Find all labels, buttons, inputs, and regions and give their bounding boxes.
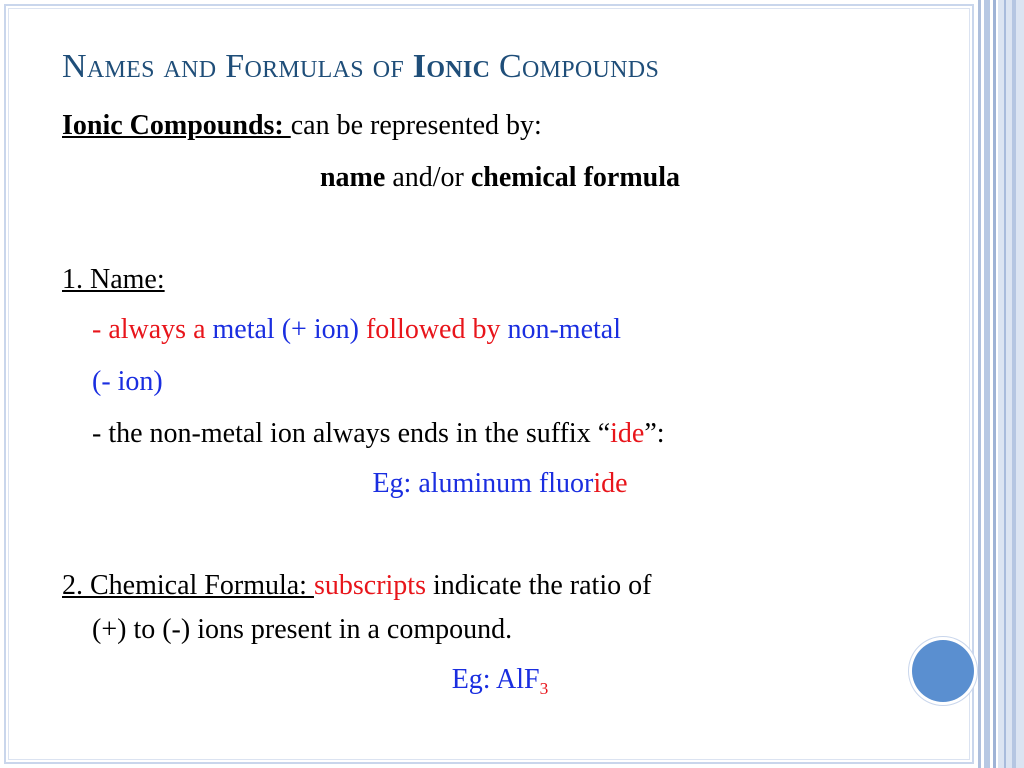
intro-subline xyxy=(0,162,1000,194)
section1-bullet2 xyxy=(92,418,665,450)
intro-line xyxy=(62,110,542,142)
intro-term: Ionic Compounds: xyxy=(62,110,291,141)
section1-bullet1 xyxy=(92,314,621,346)
formula-word: chemical formula xyxy=(470,162,681,193)
section2-rest: indicate the ratio of xyxy=(425,570,652,601)
bullet2-text: - the non-metal ion always ends in the suffix “ xyxy=(92,418,611,449)
section2-heading: 2. Chemical Formula: xyxy=(62,570,314,601)
section1-bullet1-cont: (- ion) xyxy=(92,366,163,397)
andor-word: and/or xyxy=(385,162,471,193)
section1-heading: 1. Name: xyxy=(62,264,165,295)
example2-prefix: Eg: AlF xyxy=(451,664,540,695)
bullet1-nonmetal: non-metal xyxy=(507,314,621,345)
bullet2-close: ”: xyxy=(644,418,665,449)
decorative-stripe xyxy=(1004,0,1006,768)
bullet1-always: always a xyxy=(108,314,213,345)
example2-subscript: 3 xyxy=(539,679,549,699)
section2-subscripts: subscripts xyxy=(313,570,426,601)
intro-rest: can be represented by: xyxy=(290,110,542,141)
decorative-stripe xyxy=(978,0,981,768)
example1-prefix: Eg: aluminum fluor xyxy=(372,468,594,499)
title-part3: Compounds xyxy=(499,48,660,85)
name-word: name xyxy=(319,162,386,193)
section2-example xyxy=(0,664,1000,699)
section1-heading-line xyxy=(62,264,165,296)
bullet2-suffix: ide xyxy=(610,418,645,449)
decorative-stripe xyxy=(1012,0,1016,768)
bullet1-metal: metal (+ ion) xyxy=(212,314,359,345)
bullet1-followed: followed by xyxy=(358,314,508,345)
example1-suffix: ide xyxy=(593,468,628,499)
bullet1-dash: - xyxy=(92,314,109,345)
title-part1: Names and Formulas of xyxy=(62,48,404,85)
title-part2: Ionic xyxy=(412,48,491,85)
section2-line1 xyxy=(62,570,651,602)
section1-example xyxy=(0,468,1000,500)
slide-title xyxy=(62,48,659,86)
decorative-stripe xyxy=(998,0,1024,768)
section2-line2: (+) to (-) ions present in a compound. xyxy=(92,614,513,645)
decorative-stripe xyxy=(993,0,996,768)
decorative-stripe xyxy=(984,0,990,768)
